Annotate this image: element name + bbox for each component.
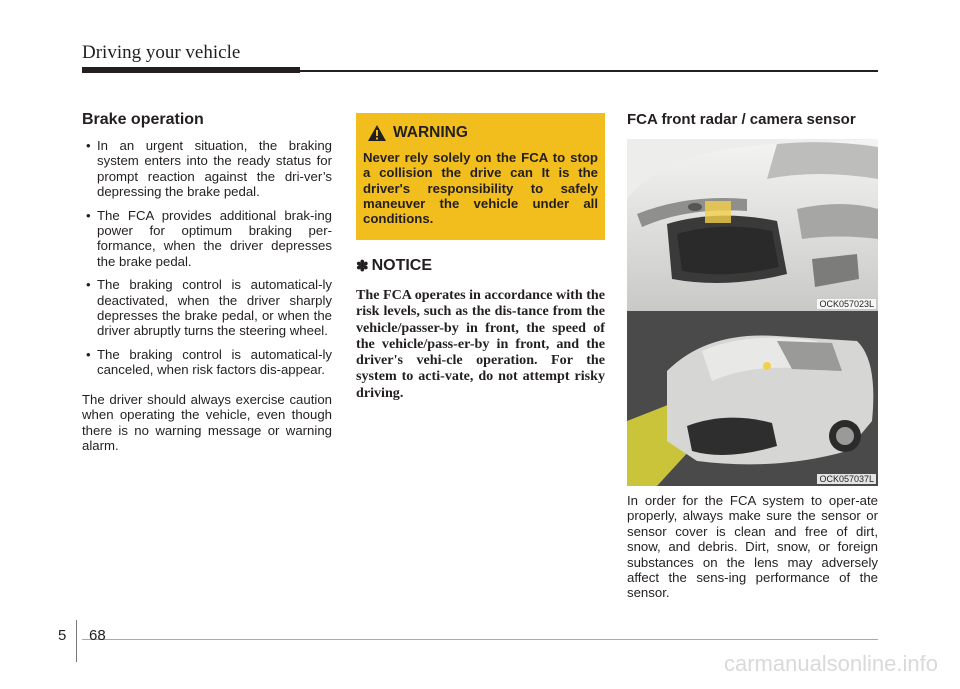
- brake-operation-section: [82, 138, 332, 453]
- watermark-text: carmanualsonline.info: [723, 651, 938, 676]
- notice-text: The FCA operates in accordance with the risk levels, such as the dis-tance from the vehicle/passer-by in front, the speed of the vehicle/pass-er-by in front, and the driver's vehi-cle operation. For the system to acti-vate, do not attempt risky driving.: [356, 287, 605, 401]
- brake-bullet-list: [82, 138, 332, 378]
- fca-sensor-heading: FCA front radar / camera sensor: [627, 111, 856, 128]
- car-radar-beam-illustration: [627, 311, 878, 486]
- brake-operation-heading: Brake operation: [82, 111, 204, 128]
- warning-text: Never rely solely on the FCA to stop a collision the drive can It is the driver's responsibility to safely maneuver the vehicle under all conditions.: [363, 150, 598, 227]
- notice-heading: [356, 257, 432, 275]
- image-code-top: OCK057023L: [819, 299, 874, 309]
- page-number: 68: [89, 627, 106, 644]
- brake-bullet-4: • The braking control is automatical-ly canceled, when risk factors dis-appear.: [82, 347, 332, 378]
- warning-triangle-icon: [367, 124, 387, 142]
- header-rule-thick: [82, 67, 300, 73]
- car-radar-beam-image: [627, 311, 878, 486]
- footer-rule: [82, 639, 878, 640]
- brake-bullet-3: • The braking control is automatical-ly deactivated, when the driver sharply depresses the brake pedal, or when the driver abruptly turns the steering wheel.: [82, 277, 332, 339]
- page-header-title: Driving your vehicle: [82, 42, 241, 63]
- notice-star-icon: ✽: [356, 258, 369, 275]
- footer-divider: [76, 620, 77, 662]
- brake-caution-paragraph: The driver should always exercise caution when operating the vehicle, even though there is no warning message or warning alarm.: [82, 391, 332, 453]
- image-code-bottom: OCK057037L: [819, 474, 874, 484]
- header-rule-thin: [300, 70, 878, 72]
- chapter-number: 5: [58, 627, 67, 644]
- car-front-sensor-image: [627, 139, 878, 311]
- warning-header: [367, 119, 598, 147]
- brake-bullet-1: • In an urgent situation, the braking system enters into the ready status for prompt reaction against the dri-ver’s depressing the brake pedal.: [82, 138, 332, 200]
- car-front-illustration: [627, 139, 878, 311]
- fca-sensor-text: In order for the FCA system to oper-ate properly, always make sure the sensor or sensor cover is clean and free of dirt, snow, and debris. Dirt, snow, or foreign substances on the lens may adversely affect the sens-ing performance of the sensor.: [627, 493, 878, 601]
- warning-box: [356, 113, 605, 240]
- warning-title: WARNING: [393, 124, 468, 141]
- brake-bullet-2: • The FCA provides additional brak-ing power for optimum braking per-formance, when the driver depresses the brake pedal.: [82, 208, 332, 270]
- notice-title: NOTICE: [371, 257, 433, 274]
